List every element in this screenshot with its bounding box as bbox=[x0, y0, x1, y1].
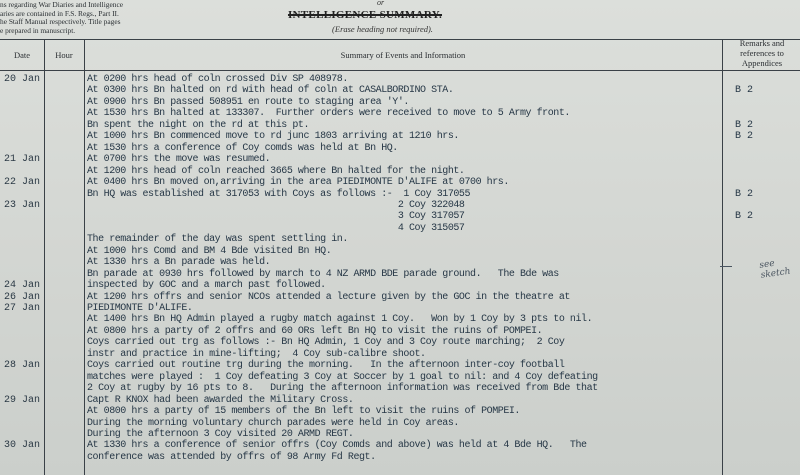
summary-line: At 0800 hrs a party of 15 members of the Bn left to visit the ruins of POMPEI. bbox=[87, 406, 520, 418]
summary-line: At 1530 hrs a conference of Coy comds was held at Bn HQ. bbox=[87, 142, 398, 154]
summary-line: At 1530 hrs Bn halted at 133307. Further orders were received to move to 5 Army front. bbox=[87, 108, 570, 120]
date-cell: 21 Jan bbox=[4, 154, 41, 166]
summary-line: At 1330 hrs a conference of senior offrs (Coy Comds and above) was held at 4 Bde HQ. The bbox=[87, 440, 587, 452]
column-header-remarks bbox=[724, 38, 800, 68]
remark-reference: B 2 bbox=[735, 188, 754, 200]
summary-line: At 0700 hrs the move was resumed. bbox=[87, 154, 271, 166]
summary-line: instr and practice in mine-lifting; 4 Coy sub-calibre shoot. bbox=[87, 348, 426, 360]
summary-line: At 0200 hrs head of coln crossed Div SP 408978. bbox=[87, 74, 348, 85]
summary-line: inspected by GOC and a march past followed. bbox=[87, 280, 326, 292]
instruction-line: aries are contained in F.S. Regs., Part II. bbox=[0, 8, 119, 18]
summary-line: At 1400 hrs Bn HQ Admin played a rugby match against 1 Coy. Won by 1 Coy by 3 pts to nil. bbox=[87, 314, 593, 326]
instruction-line: e prepared in manuscript. bbox=[0, 25, 76, 35]
summary-line: Coys carried out trg as follows :- Bn HQ Admin, 1 Coy and 3 Coy route marching; 2 Coy bbox=[87, 337, 565, 349]
date-cell: 30 Jan bbox=[4, 440, 41, 452]
summary-line: 2 Coy at rugby by 16 pts to 8. During the afternoon information was received from Bde that bbox=[87, 383, 598, 395]
remark-reference: B 2 bbox=[735, 85, 754, 97]
remark-reference: B 2 bbox=[735, 211, 754, 223]
date-cell: 27 Jan bbox=[4, 303, 41, 314]
summary-line: At 1200 hrs head of coln reached 3665 where Bn halted for the night. bbox=[87, 165, 465, 177]
summary-line: 3 Coy 317057 bbox=[87, 211, 465, 223]
remarks-header-line: Remarks and bbox=[739, 38, 785, 48]
hour-column-divider bbox=[84, 39, 85, 475]
date-cell: 23 Jan bbox=[4, 199, 41, 211]
column-header-date: Date bbox=[13, 50, 31, 60]
summary-line: conference was attended by offrs of 98 Army Fd Regt. bbox=[87, 451, 376, 463]
date-column-divider bbox=[44, 39, 45, 475]
table-top-rule bbox=[0, 39, 800, 40]
summary-line: At 1330 hrs a Bn parade was held. bbox=[87, 257, 271, 269]
remarks-header-line: references to bbox=[740, 48, 784, 58]
summary-line: During the afternoon 3 Coy visited 20 ARMD REGT. bbox=[87, 428, 354, 440]
summary-line: At 0300 hrs Bn halted on rd with head of coln at CASALBORDINO STA. bbox=[87, 85, 454, 97]
summary-line: At 0900 hrs Bn passed 508951 en route to staging area 'Y'. bbox=[87, 96, 409, 108]
summary-line: The remainder of the day was spent settling in. bbox=[87, 234, 348, 246]
date-cell: 28 Jan bbox=[4, 360, 41, 372]
margin-dash bbox=[720, 266, 732, 267]
summary-line: 4 Coy 315057 bbox=[87, 222, 465, 234]
page-subtitle: (Erase heading not required). bbox=[332, 24, 433, 34]
summary-line: At 0800 hrs a party of 2 offrs and 60 ORs left Bn HQ to visit the ruins of POMPEI. bbox=[87, 325, 543, 337]
summary-line: During the morning voluntary church parades were held in Coy areas. bbox=[87, 417, 459, 429]
header-instructions bbox=[0, 1, 150, 35]
summary-line: PIEDIMONTE D'ALIFE. bbox=[87, 303, 193, 314]
handwritten-margin-note: see sketch bbox=[758, 258, 792, 281]
remark-reference: B 2 bbox=[735, 119, 754, 131]
summary-line: At 1200 hrs offrs and senior NCOs attended a lecture given by the GOC in the theatre at bbox=[87, 291, 570, 303]
header-bottom-rule bbox=[0, 70, 800, 71]
remarks-column-divider bbox=[722, 39, 723, 475]
remarks-header-line: Appendices bbox=[741, 58, 783, 68]
date-cell: 29 Jan bbox=[4, 394, 41, 406]
summary-line: At 1000 hrs Comd and BM 4 Bde visited Bn HQ. bbox=[87, 245, 332, 257]
instruction-line: ns regarding War Diaries and Intelligence bbox=[0, 1, 124, 9]
summary-line: At 0400 hrs Bn moved on,arriving in the area PIEDIMONTE D'ALIFE at 0700 hrs. bbox=[87, 177, 509, 189]
summary-line: Bn spent the night on the rd at this pt. bbox=[87, 119, 310, 131]
summary-line: matches were played : 1 Coy defeating 3 Coy at Soccer by 1 goal to nil: and 4 Coy defeating bbox=[87, 371, 598, 383]
summary-line: 2 Coy 322048 bbox=[87, 199, 465, 211]
remark-reference: B 2 bbox=[735, 131, 754, 143]
summary-line: Coys carried out routine trg during the morning. In the afternoon inter-coy football bbox=[87, 360, 565, 372]
summary-line: Bn parade at 0930 hrs followed by march to 4 NZ ARMD BDE parade ground. The Bde was bbox=[87, 268, 559, 280]
title-or: or bbox=[377, 0, 385, 7]
date-cell: 26 Jan bbox=[4, 291, 41, 303]
page-title: INTELLIGENCE SUMMARY. bbox=[287, 9, 443, 21]
date-cell: 22 Jan bbox=[4, 177, 41, 189]
summary-line: Capt R KNOX had been awarded the Military Cross. bbox=[87, 394, 354, 406]
column-header-hour: Hour bbox=[55, 50, 73, 60]
date-cell: 24 Jan bbox=[4, 280, 41, 292]
date-cell: 20 Jan bbox=[4, 74, 41, 85]
summary-line: At 1000 hrs Bn commenced move to rd junc 1803 arriving at 1210 hrs. bbox=[87, 131, 459, 143]
instruction-line: he Staff Manual respectively. Title pages bbox=[0, 17, 121, 27]
summary-line: Bn HQ was established at 317053 with Coys as follows :- 1 Coy 317055 bbox=[87, 188, 471, 200]
column-header-summary: Summary of Events and Information bbox=[340, 50, 466, 60]
